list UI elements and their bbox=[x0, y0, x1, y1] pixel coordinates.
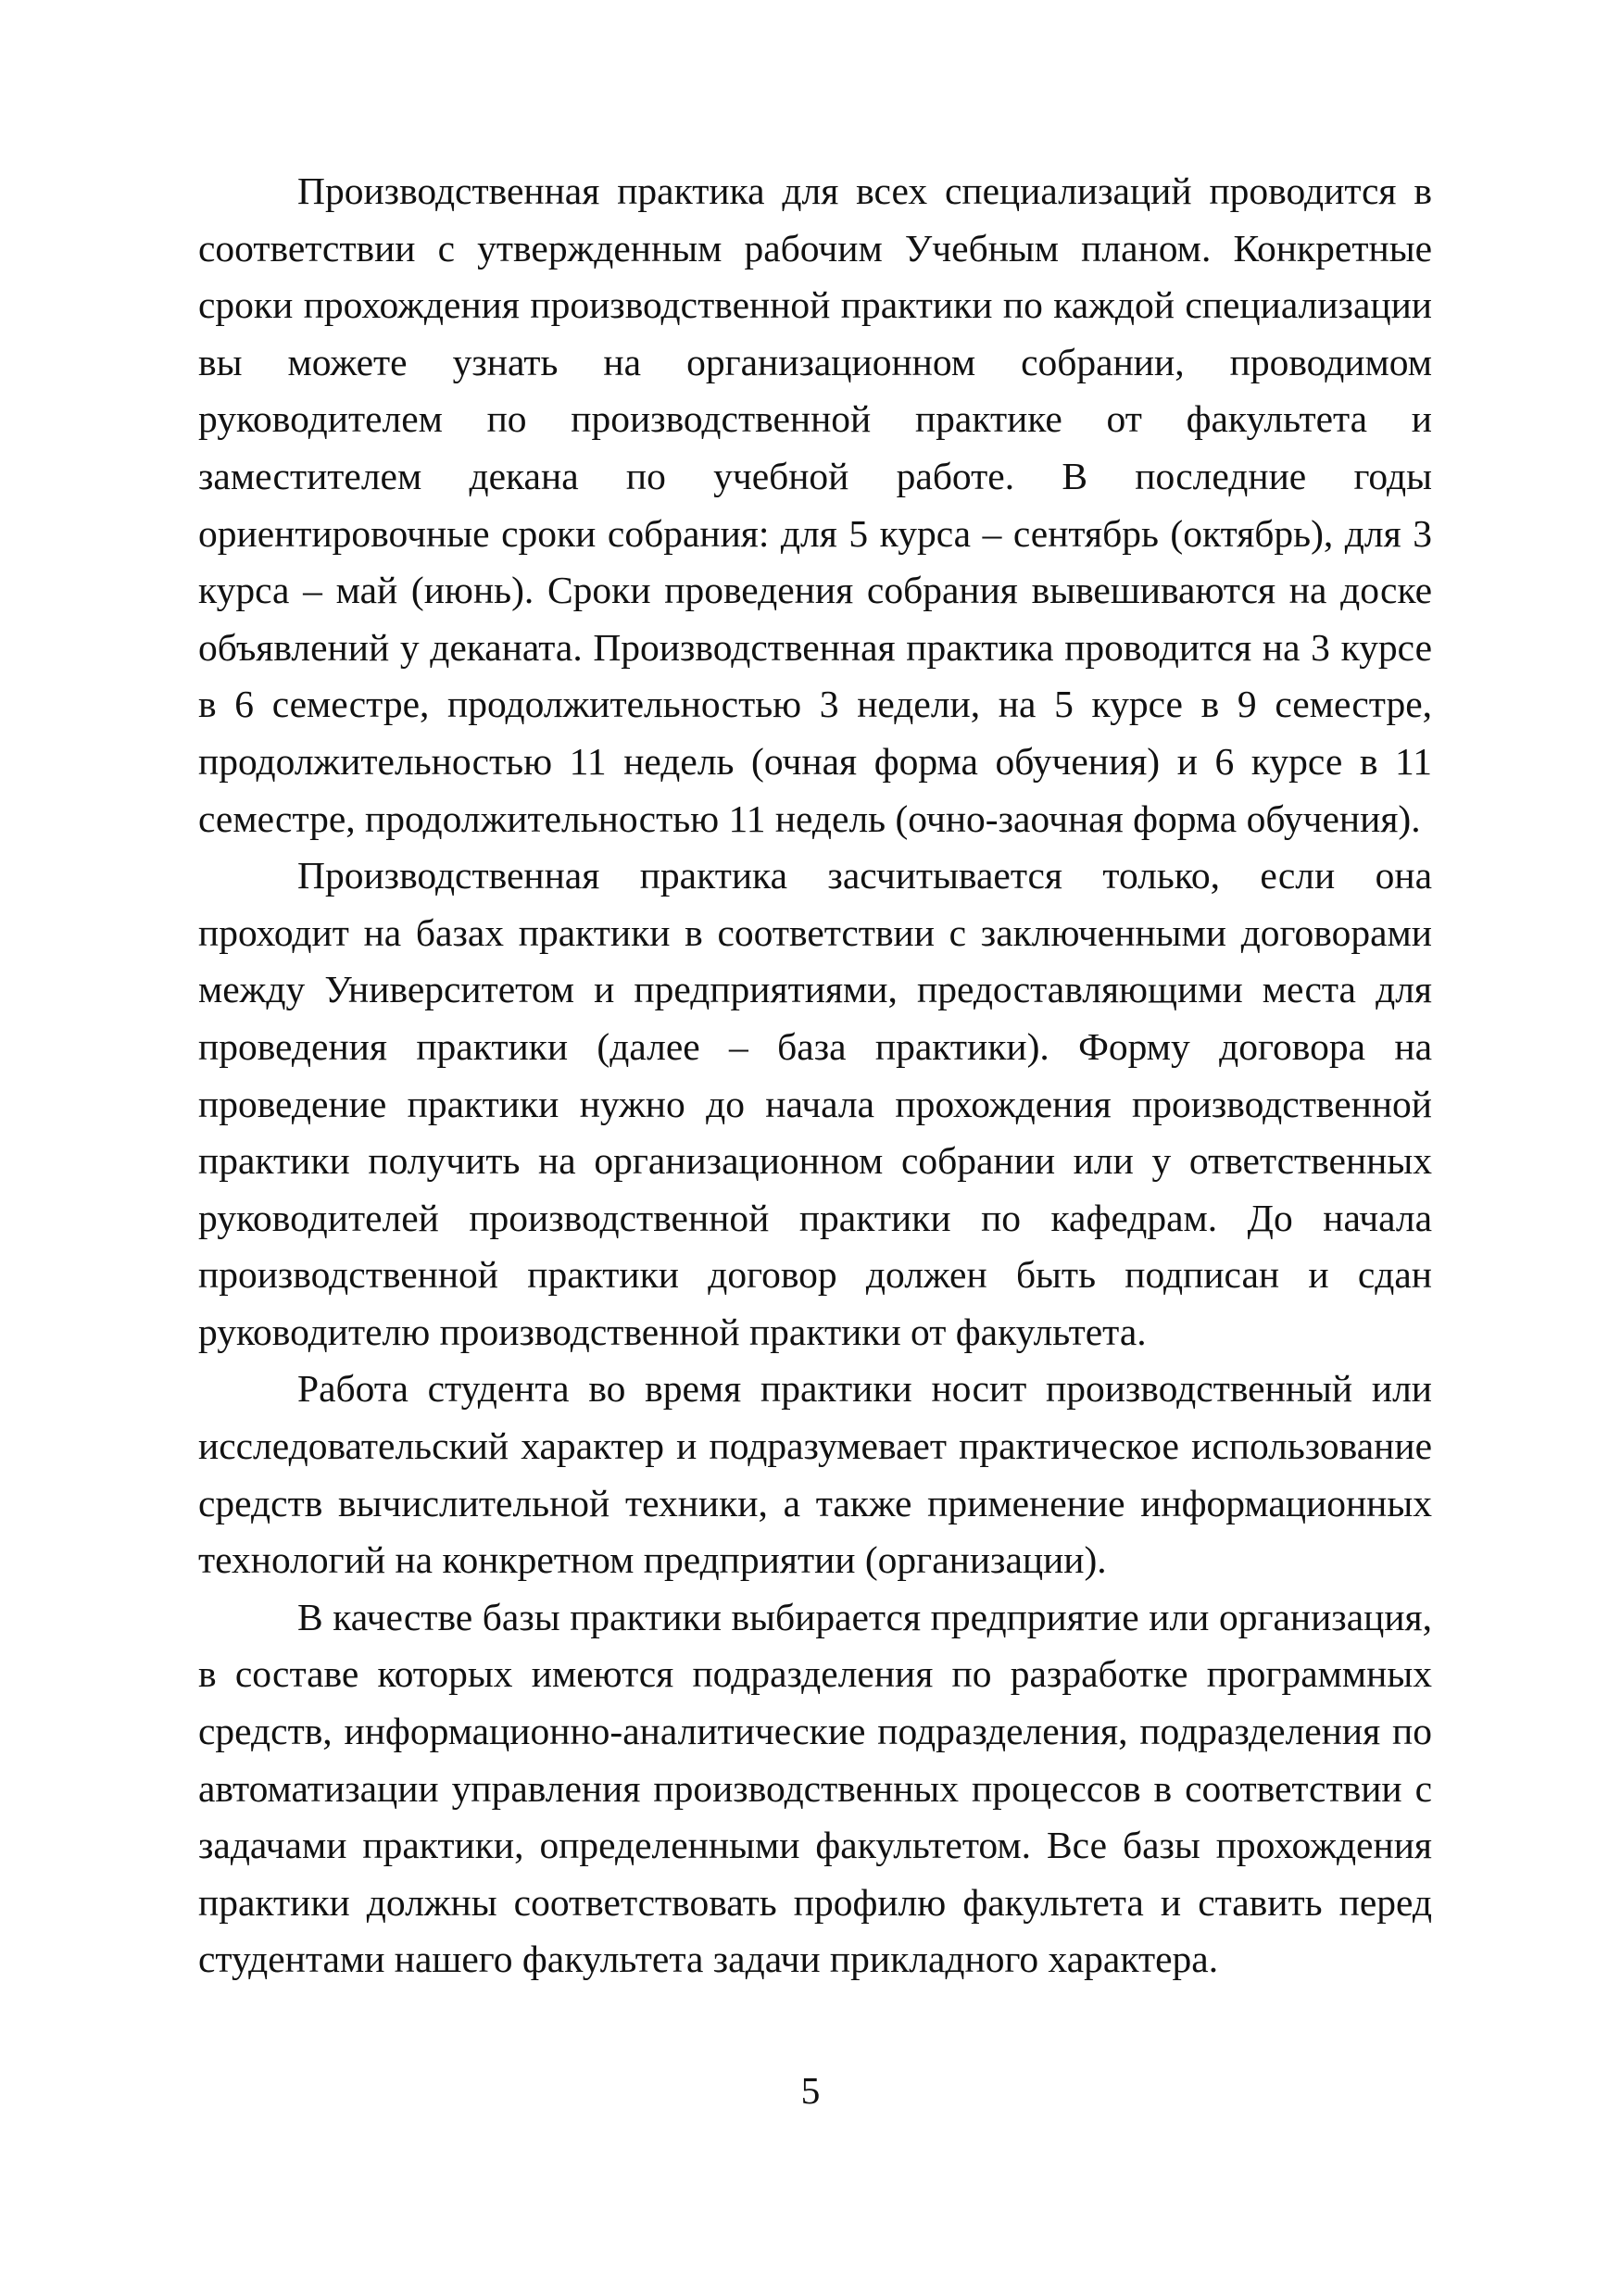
page-number: 5 bbox=[800, 2069, 821, 2112]
document-body bbox=[198, 163, 1432, 1989]
paragraph-practice-contract: Производственная практика засчитывается только, если она проходит на базах практики в соответствии с заключенными договорами между Университетом и предприятиями, предоставляющими места для проведения практики (далее – база практики). Форму договора на проведение практики нужно до начала прохождения производственной практики получить на организационном собрании или у ответственных руководителей производственной практики по кафедрам. До начала производственной практики договор должен быть подписан и сдан руководителю производственной практики от факультета. bbox=[198, 854, 1432, 1353]
paragraph-practice-schedule: Производственная практика для всех специализаций проводится в соответствии с утвержденным рабочим Учебным планом. Конкретные сроки прохождения производственной практики по каждой специализации вы можете узнать на организационном собрании, проводимом руководителем по производственной практике от факультета и заместителем декана по учебной работе. В последние годы ориентировочные сроки собрания: для 5 курса – сентябрь (октябрь), для 3 курса – май (июнь). Сроки проведения собрания вывешиваются на доске объявлений у деканата. Производственная практика проводится на 3 курсе в 6 семестре, продолжительностью 3 недели, на 5 курсе в 9 семестре, продолжительностью 11 недель (очная форма обучения) и 6 курсе в 11 семестре, продолжительностью 11 недель (очно-заочная форма обучения). bbox=[198, 169, 1432, 840]
paragraph-practice-base: В качестве базы практики выбирается предприятие или организация, в составе которых имеются подразделения по разработке программных средств, информационно-аналитические подразделения, подразделения по автоматизации управления производственных процессов в соответствии с задачами практики, определенными факультетом. Все базы прохождения практики должны соответствовать профилю факультета и ставить перед студентами нашего факультета задачи прикладного характера. bbox=[198, 1595, 1432, 1981]
paragraph-student-work: Работа студента во время практики носит производственный или исследовательский характер и подразумевает практическое использование средств вычислительной техники, а также применение информационных технологий на конкретном предприятии (организации). bbox=[198, 1367, 1432, 1582]
